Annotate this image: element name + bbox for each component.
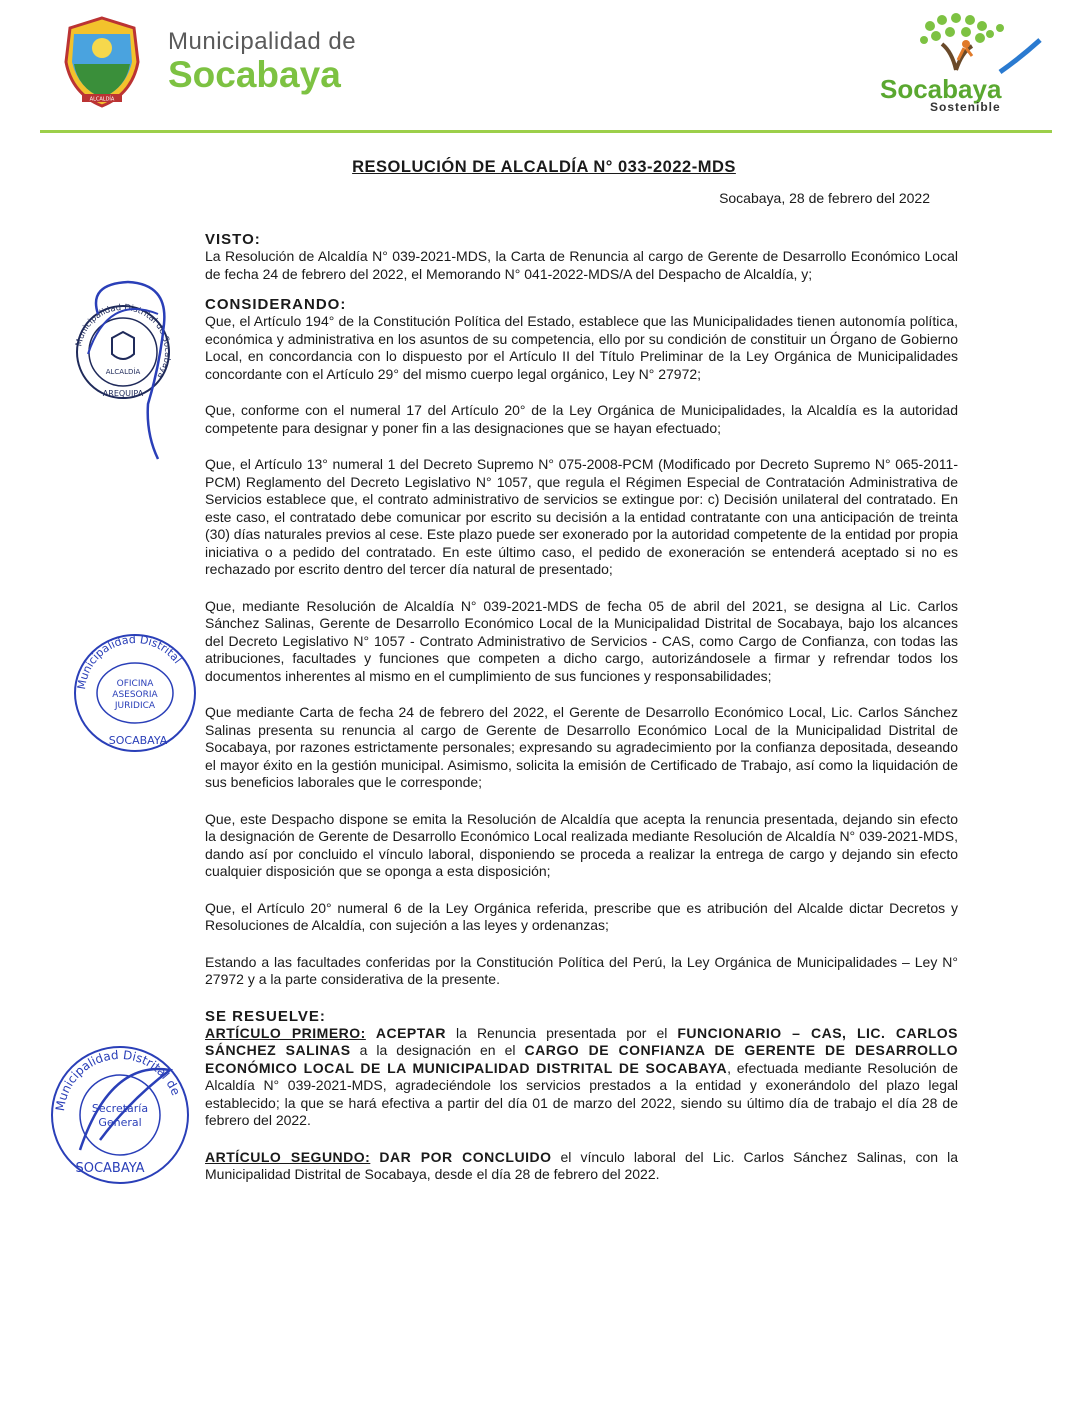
visto-heading: VISTO: [205, 231, 261, 248]
considerando-paragraph: Que, el Artículo 20° numeral 6 de la Ley Orgánica referida, prescribe que es atribución del Alcalde dictar Decretos y Resoluciones de Alcaldía, con sujeción a las leyes y ordenanzas; [205, 899, 958, 933]
articulo-primero-action: ACEPTAR [375, 1024, 447, 1041]
considerando-paragraph: Que, mediante Resolución de Alcaldía N° 039-2021-MDS de fecha 05 de abril del 2021, se designa al Lic. Carlos Sánchez Salinas, Gerente de Desarrollo Económico Local de la Municipalidad Distrital de Socabaya, bajo los alcances del Decreto Legislativo N° 1057 - Contrato Administrativo de Servicios - CAS, como Cargo de Confianza, con todas las atribuciones, facultades y funciones que competen a dicho cargo, autorizándosele a firmar y refrendar todos los documentos inherentes al mismo en el cumplimiento de sus funciones y responsabilidades; [205, 597, 958, 684]
municipality-name: Socabaya [168, 54, 341, 95]
asesoria-juridica-seal-stamp [60, 628, 210, 758]
crest-label: ALCALDÍA [89, 96, 115, 103]
articulo-segundo [205, 1149, 958, 1184]
considerando-paragraph: Que, conforme con el numeral 17 del Artículo 20° de la Ley Orgánica de Municipalidades, la Alcaldía es la autoridad competente para designar y poner fin a las designaciones que se hayan efectuado; [205, 402, 958, 436]
articulo-primero-text: , efectuada mediante Resolución de Alcaldía N° 039-2021-MDS, agradeciéndole los servicios prestados a la entidad y exonerándolo del plazo legal establecido; la que se hará efectiva a partir del día 01 de marzo del 2022, siendo su último día de trabajo el día 28 de febrero del 2022. [205, 1059, 959, 1128]
considerando-paragraph: Que mediante Carta de fecha 24 de febrero del 2022, el Gerente de Desarrollo Económico Local, Lic. Carlos Sánchez Salinas presenta su renuncia al cargo de Gerente de Desarrollo Económico Local de la Municipalidad Distrital de Socabaya, por razones estrictamente personales; expresando su agradecimiento por la confianza depositada, deseando el mayor éxito en la gestión municipal. Asimismo, solicita la emisión de Certificado de Trabajo, así como la liquidación de sus beneficios laborales que le corresponde; [205, 704, 958, 790]
seal2-bottom-text: SOCABAYA [108, 734, 168, 747]
considerando-paragraph: Estando a las facultades conferidas por la Constitución Política del Perú, la Ley Orgánica de Municipalidades – Ley N° 27972 y a la parte considerativa de la presente. [205, 953, 958, 987]
seal3-ring-text: Municipalidad Distrital de [53, 1047, 184, 1112]
seal1-bottom-text: AREQUIPA [102, 389, 144, 398]
articulo-segundo-text: el vínculo laboral del Lic. Carlos Sánchez Salinas, con la Municipalidad Distrital de Socabaya, desde el día 28 de febrero del 2022. [205, 1148, 958, 1182]
se-resuelve-heading: SE RESUELVE: [205, 1007, 326, 1025]
articulo-primero-bold: FUNCIONARIO – CAS, LIC. CARLOS SÁNCHEZ SALINAS [205, 1024, 959, 1058]
municipality-prefix: Municipalidad de [168, 28, 357, 55]
visto-text: La Resolución de Alcaldía N° 039-2021-MDS, la Carta de Renuncia al cargo de Gerente de Desarrollo Económico Local de fecha 24 de febrero del 2022, el Memorando N° 041-2022-MDS/A del Despacho de Alcaldía, y; [205, 248, 958, 282]
resolution-body [205, 231, 958, 1184]
sustainable-brand-name: Socabaya [880, 74, 1002, 104]
articulo-segundo-action: DAR POR CONCLUIDO [379, 1148, 552, 1165]
articulo-primero [205, 1025, 958, 1130]
articulo-primero-text: a la designación en el [350, 1042, 525, 1058]
articulo-primero-label: ARTÍCULO PRIMERO: [205, 1024, 366, 1041]
articulo-primero-text: la Renuncia presentada por el [446, 1024, 678, 1041]
resolution-title: RESOLUCIÓN DE ALCALDÍA N° 033-2022-MDS [352, 158, 736, 176]
seal1-center-text: ALCALDÍA [105, 368, 141, 376]
seal2-ring-text: Municipalidad Distrital [74, 632, 184, 691]
seal3-center-line1: Secretaría [91, 1102, 149, 1115]
considerando-paragraph: Que, el Artículo 194° de la Constitución Política del Estado, establece que las Municipalidades tienen autonomía política, económica y administrativa en los asuntos de su competencia, ello por su condición de constituir un Órgano de Gobierno Local, en concordancia con lo dispuesto por el Artículo II del Título Preliminar de la Ley Orgánica de Municipalidades concordante con el Artículo 29° del mismo cuerpo legal orgánico, Ley N° 27972; [205, 313, 958, 382]
articulo-primero-bold: CARGO DE CONFIANZA DE GERENTE DE DESARROLLO ECONÓMICO LOCAL DE LA MUNICIPALIDAD DISTRITAL DE SOCABAYA [205, 1042, 959, 1076]
articulo-segundo-label: ARTÍCULO SEGUNDO: [205, 1148, 371, 1165]
seal1-ring-text: Municipalidad Distrital de Socabaya [74, 302, 173, 381]
considerando-paragraph: Que, el Artículo 13° numeral 1 del Decreto Supremo N° 075-2008-PCM (Modificado por Decreto Supremo N° 065-2011-PCM) Reglamento del Decreto Legislativo N° 1057, que regula el Régimen Especial de Contratación Administrativa de Servicios establece que, el contrato administrativo de servicios se extingue por: c) Decisión unilateral del contratado. En este caso, el contratado debe comunicar por escrito su decisión a la entidad contratante con una anticipación de treinta (30) días naturales previos al cese. Este plazo puede ser exonerado por la autoridad competente de la entidad por propia iniciativa o a pedido del contratado. En este último caso, el pedido de exoneración se entenderá aceptado si no es rechazado por escrito dentro del tercer día natural de presentado; [205, 456, 958, 577]
municipality-wordmark [168, 28, 356, 94]
seal2-center-line1: OFICINA [116, 679, 154, 689]
sustainable-brand-sub: Sostenible [930, 100, 1001, 114]
seal3-bottom-text: SOCABAYA [75, 1161, 145, 1176]
seal2-center-line3: JURIDICA [114, 701, 156, 711]
seal3-center-line2: General [98, 1116, 142, 1129]
secretaria-general-seal-stamp [40, 1040, 200, 1190]
resolution-date: Socabaya, 28 de febrero del 2022 [719, 190, 930, 206]
considerando-heading: CONSIDERANDO: [205, 296, 347, 313]
header-divider [40, 130, 1052, 133]
seal2-center-line2: ASESORIA [112, 690, 158, 700]
municipal-crest-logo [52, 12, 152, 112]
alcaldia-seal-stamp [68, 274, 178, 464]
considerando-paragraph: Que, este Despacho dispone se emita la Resolución de Alcaldía que acepta la renuncia presentada, dejando sin efecto la designación de Gerente de Desarrollo Económico Local realizada mediante Resolución de Alcaldía N° 039-2021-MDS, dando así por concluido el vínculo laboral, disponiendo se proceda a realizar la entrega de cargo y dejando sin efecto cualquier disposición que se oponga a esta disposición; [205, 810, 958, 879]
